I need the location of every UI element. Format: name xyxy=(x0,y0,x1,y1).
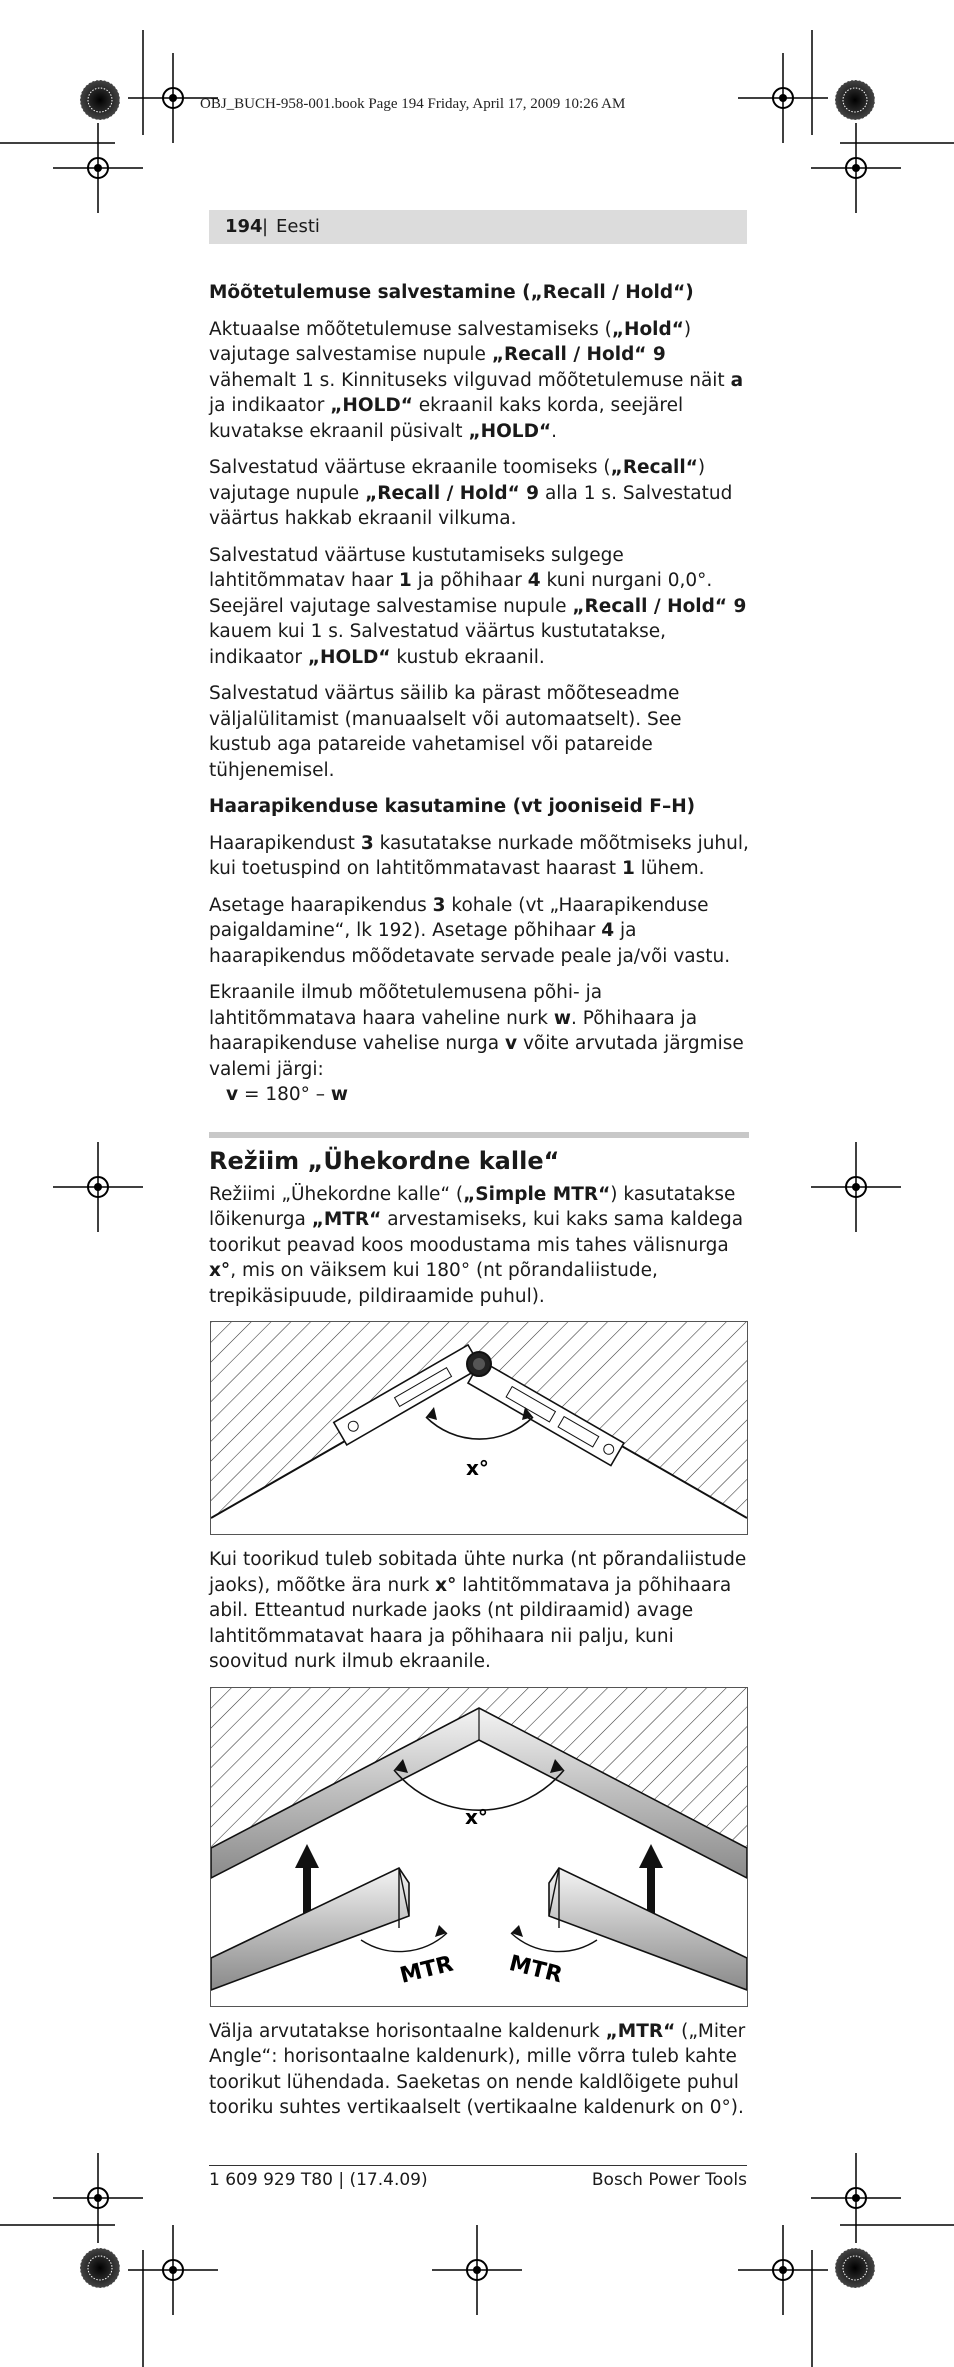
figure2-mtr-left: MTR xyxy=(397,1951,456,1989)
figure2-angle-label: x° xyxy=(465,1804,488,1829)
paragraph: Salvestatud väärtuse ekraanile toomiseks („Recall“) vajutage nupule „Recall / Hold“ 9 alla 1 s. Salvestatud väärtus hakkab ekraanil vilkuma. xyxy=(209,457,733,529)
section-heading-recall-hold: Mõõtetulemuse salvestamine („Recall / Hold“) xyxy=(209,282,694,303)
page-number: 194 xyxy=(225,216,263,237)
formula: v = 180° – w xyxy=(226,1084,348,1105)
footer-document-number: 1 609 929 T80 | (17.4.09) xyxy=(209,2170,428,2190)
paragraph: Ekraanile ilmub mõõtetulemusena põhi- ja lahtitõmmatava haara vaheline nurk w. Põhihaara ja haarapikenduse vahelise nurga v võite arvutada järgmise valemi järgi: xyxy=(209,982,744,1080)
figure2-mtr-right: MTR xyxy=(506,1950,565,1988)
print-header: OBJ_BUCH-958-001.book Page 194 Friday, April 17, 2009 10:26 AM xyxy=(200,96,626,112)
paragraph: Salvestatud väärtus säilib ka pärast mõõteseadme väljalülitamist (manuaalselt või automaatselt). See kustub aga patareide vahetamisel või patareide tühjenemisel. xyxy=(209,683,682,781)
header-language: Eesti xyxy=(276,216,320,237)
section-heading-simple-mtr: Režiim „Ühekordne kalle“ xyxy=(209,1132,749,1176)
paragraph: Salvestatud väärtuse kustutamiseks sulgege lahtitõmmatav haar 1 ja põhihaar 4 kuni nurgani 0,0°. Seejärel vajutage salvestamise nupule „Recall / Hold“ 9 kauem kui 1 s. Salvestatud väärtus kustutatakse, indikaator „HOLD“ kustub ekraanil. xyxy=(209,544,747,668)
page-content xyxy=(209,270,749,2132)
paragraph: Kui toorikud tuleb sobitada ühte nurka (nt põrandaliistude jaoks), mõõtke ära nurk x° lahtitõmmatava ja põhihaara abil. Etteantud nurkade jaoks (nt pildiraamid) avage lahtitõmmatavat haara ja põhihaara nii palju, kuni soovitud nurk ilmub ekraanile. xyxy=(209,1549,747,1672)
paragraph: Aktuaalse mõõtetulemuse salvestamiseks („Hold“) vajutage salvestamise nupule „Recall / Hold“ 9 vähemalt 1 s. Kinnituseks vilguvad mõõtetulemuse näit a ja indikaator „HOLD“ ekraanil kaks korda, seejärel kuvatakse ekraanil püsivalt „HOLD“. xyxy=(209,318,744,442)
footer-brand: Bosch Power Tools xyxy=(591,2170,747,2190)
footer-rule xyxy=(209,2165,747,2166)
page-header-band xyxy=(209,210,747,244)
figure-miter-workpieces xyxy=(210,1687,748,2007)
header-separator: | xyxy=(262,216,269,237)
paragraph: Välja arvutatakse horisontaalne kaldenurk „MTR“ („Miter Angle“: horisontaalne kaldenurk), mille võrra tuleb kahte toorikut lühendada. Saeketas on nende kaldlõigete puhul tooriku suhtes vertikaalselt (vertikaalne kaldenurk on 0°). xyxy=(209,2020,746,2118)
figure-outer-corner-measurement xyxy=(210,1321,748,1535)
paragraph: Haarapikendust 3 kasutatakse nurkade mõõtmiseks juhul, kui toetuspind on lahtitõmmatavast haarast 1 lühem. xyxy=(209,832,749,879)
section-heading-extension: Haarapikenduse kasutamine (vt jooniseid F–H) xyxy=(209,796,696,817)
paragraph: Režiimi „Ühekordne kalle“ („Simple MTR“) kasutatakse lõikenurga „MTR“ arvestamiseks, kui kaks sama kaldega toorikut peavad koos moodustama mis tahes välisnurga x°, mis on väiksem kui 180° (nt põrandaliistude, trepikäsipuude, pildiraamide puhul). xyxy=(209,1183,744,1307)
figure1-angle-label: x° xyxy=(466,1456,489,1480)
paragraph: Asetage haarapikendus 3 kohale (vt „Haarapikenduse paigaldamine“, lk 192). Asetage põhihaar 4 ja haarapikendus mõõdetavate servade peale ja/või vastu. xyxy=(209,894,731,967)
